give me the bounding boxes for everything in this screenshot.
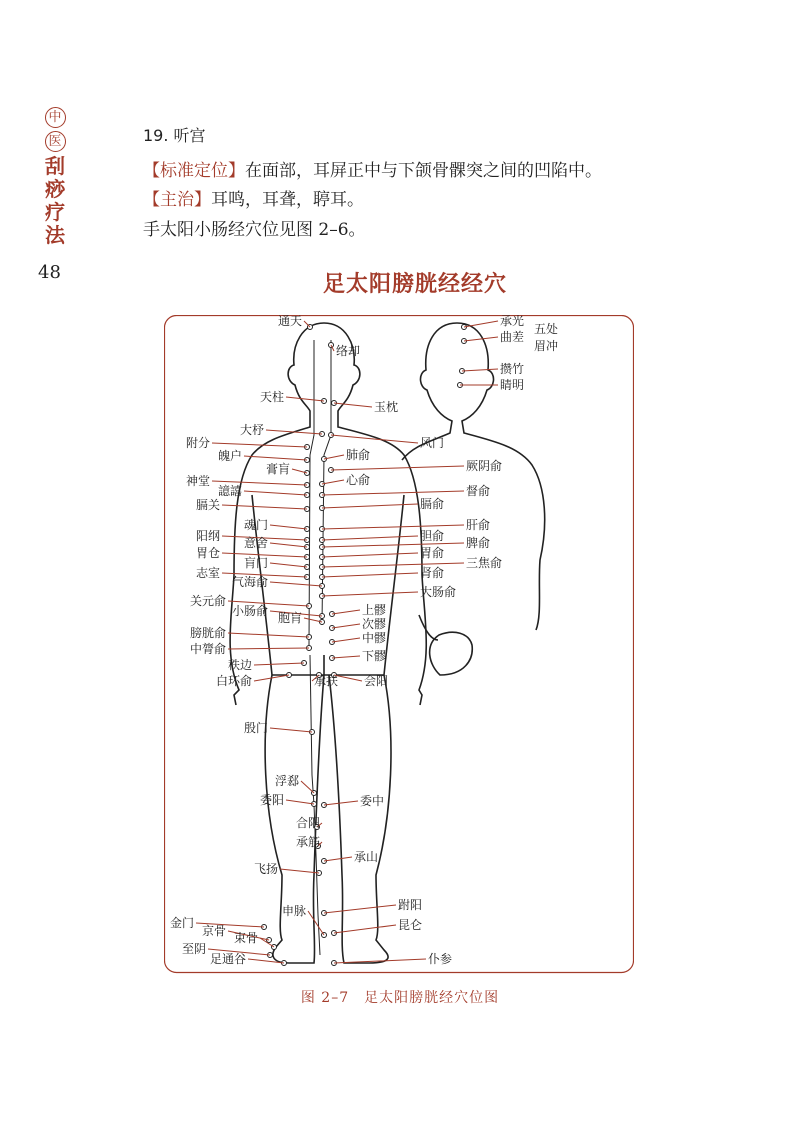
acupoint-label: 脾俞 — [466, 536, 491, 550]
acupoint-labels — [170, 315, 558, 966]
acupoint-label: 通天 — [277, 315, 302, 328]
acupoint-label: 足通谷 — [209, 952, 246, 966]
acupoint-label: 会阳 — [364, 674, 389, 688]
acupoint-label: 膀胱俞 — [189, 626, 226, 640]
acupoint-label: 下髎 — [362, 649, 387, 663]
acupoint-label: 中髎 — [362, 631, 387, 645]
position-label: 【标准定位】 — [143, 161, 245, 181]
sidebar-vertical-char: 法 — [45, 223, 65, 247]
leader-line — [322, 491, 464, 495]
acupoint-label: 承筋 — [295, 835, 320, 849]
leader-line — [292, 469, 307, 473]
sidebar-circled-char: 中 — [45, 107, 66, 128]
acupoint-label: 风门 — [420, 436, 445, 450]
acupoint-label: 大肠俞 — [420, 585, 457, 599]
leader-line — [270, 563, 307, 567]
acupoint-label: 胃仓 — [195, 546, 220, 560]
leader-line — [331, 435, 418, 443]
sidebar-circled-char: 医 — [45, 131, 66, 152]
leader-line — [222, 505, 307, 509]
acupoint-label: 三焦俞 — [466, 556, 503, 570]
acupoint-label: 魂门 — [243, 518, 268, 532]
acupoint-label: 委阳 — [259, 793, 284, 807]
acupoint-label: 督俞 — [466, 484, 491, 498]
acupoint-label: 眉冲 — [534, 339, 559, 353]
acupoint-label: 志室 — [195, 566, 220, 580]
leader-line — [324, 801, 358, 805]
acupoint-label: 京骨 — [201, 924, 226, 938]
leader-line — [270, 525, 307, 529]
acupoint-label: 中膂俞 — [189, 642, 226, 656]
indication-text: 耳鸣，耳聋，聤耳。 — [211, 190, 364, 210]
acupoint-label: 大杼 — [239, 423, 264, 437]
acupoint-figure — [164, 315, 634, 975]
figure-reference: 手太阳小肠经穴位见图 2–6。 — [143, 220, 366, 240]
acupoint-label: 关元俞 — [189, 594, 226, 608]
position-paragraph — [143, 156, 602, 181]
sidebar-vertical-char: 刮 — [45, 154, 65, 178]
leader-line — [464, 321, 498, 327]
leader-line — [286, 800, 314, 804]
figure-title: 足太阳膀胱经经穴 — [322, 271, 507, 297]
head-acupoints — [458, 325, 467, 388]
acupoint-label: 浮郄 — [274, 774, 299, 788]
leader-line — [322, 536, 418, 540]
acupoint-label: 白环俞 — [215, 674, 252, 688]
leader-line — [212, 443, 307, 447]
sidebar-book-title — [40, 105, 70, 247]
leader-line — [332, 610, 360, 614]
indication-paragraph — [143, 185, 364, 210]
sidebar-vertical-char: 痧 — [45, 177, 65, 201]
leader-line — [254, 663, 304, 665]
acupoint-label: 肓门 — [243, 556, 268, 570]
acupoint-label: 至阴 — [181, 942, 206, 956]
acupoint-label: 跗阳 — [398, 898, 423, 912]
page-number: 48 — [38, 262, 61, 283]
acupoint-label: 殷门 — [243, 721, 268, 735]
acupoint-label: 五处 — [534, 322, 559, 336]
acupoint-label: 气海俞 — [231, 575, 268, 589]
acupoint-label: 金门 — [169, 916, 194, 930]
leader-line — [304, 321, 310, 327]
leader-line — [332, 656, 360, 658]
acupoint-label: 天柱 — [259, 390, 284, 404]
leader-line — [244, 491, 307, 495]
acupoint-label: 附分 — [185, 436, 210, 450]
acupoint-label: 睛明 — [500, 378, 525, 392]
leader-line — [324, 455, 344, 459]
acupoint-label: 心俞 — [346, 473, 371, 487]
leader-line — [280, 869, 319, 873]
acupoint-label: 束骨 — [233, 931, 258, 945]
acupoint-label: 膈关 — [195, 498, 220, 512]
acupoint-label: 厥阴俞 — [466, 459, 503, 473]
acupoint-label: 承山 — [354, 850, 379, 864]
acupoint-label: 合阳 — [295, 816, 320, 830]
acupoint-label: 秩边 — [227, 658, 252, 672]
leader-line — [324, 857, 352, 861]
leader-line — [322, 480, 344, 484]
leader-line — [304, 618, 322, 622]
acupoint-label: 飞扬 — [253, 862, 278, 876]
leader-line — [324, 905, 396, 913]
sidebar-vertical-char: 疗 — [45, 200, 65, 224]
section-heading: 19. 听宫 — [143, 126, 206, 145]
leader-line — [462, 369, 498, 371]
acupoint-label: 昆仑 — [398, 918, 423, 932]
acupoint-label: 申脉 — [281, 904, 306, 918]
acupoint-label: 络却 — [336, 344, 361, 358]
acupoint-label: 小肠俞 — [231, 604, 268, 618]
acupoint-label: 膈俞 — [420, 497, 445, 511]
leader-line — [228, 648, 309, 649]
leader-line — [270, 728, 312, 732]
leader-line — [286, 397, 324, 401]
acupoint-label: 阳纲 — [195, 529, 220, 543]
acupoint-label: 肺俞 — [346, 448, 371, 462]
leader-line — [334, 403, 372, 407]
acupoint-label: 意舍 — [243, 536, 268, 550]
acupoint-label: 肝俞 — [466, 518, 491, 532]
acupoint-label: 膏肓 — [265, 462, 290, 476]
acupoint-label: 胞肓 — [277, 611, 302, 625]
leader-line — [334, 925, 396, 933]
leader-line — [322, 573, 418, 577]
acupoint-label: 次髎 — [362, 617, 387, 631]
acupoint-label: 委中 — [360, 794, 385, 808]
leader-line — [270, 582, 322, 586]
acupoint-label: 魄户 — [217, 449, 242, 463]
acupoint-label: 玉枕 — [374, 400, 399, 414]
leader-line — [334, 675, 362, 681]
leader-line — [332, 638, 360, 642]
leader-line — [331, 466, 464, 470]
position-text: 在面部，耳屏正中与下颌骨髁突之间的凹陷中。 — [245, 161, 602, 181]
figure-frame — [165, 316, 634, 973]
acupoint-label: 神堂 — [185, 474, 210, 488]
acupoint-label: 上髎 — [362, 603, 387, 617]
acupoint-label: 攒竹 — [500, 362, 525, 376]
leader-line — [332, 624, 360, 628]
leader-lines — [196, 321, 498, 963]
acupoint-label: 承扶 — [314, 674, 339, 688]
acupoint-label: 仆参 — [428, 952, 453, 966]
indication-label: 【主治】 — [143, 190, 211, 210]
acupoint-label: 肾俞 — [420, 566, 445, 580]
leader-line — [322, 553, 418, 557]
acupoint-label: 承光 — [500, 315, 525, 328]
acupoint-label: 曲差 — [500, 330, 525, 344]
leader-line — [322, 592, 418, 596]
acupoint-label: 胃俞 — [420, 546, 445, 560]
acupoint-label: 譩譆 — [217, 484, 242, 498]
leader-line — [244, 456, 307, 460]
leader-line — [464, 337, 498, 341]
acupoint-label: 胆俞 — [420, 529, 445, 543]
leader-line — [270, 543, 307, 547]
figure-caption: 图 2–7 足太阳膀胱经穴位图 — [300, 990, 500, 1006]
